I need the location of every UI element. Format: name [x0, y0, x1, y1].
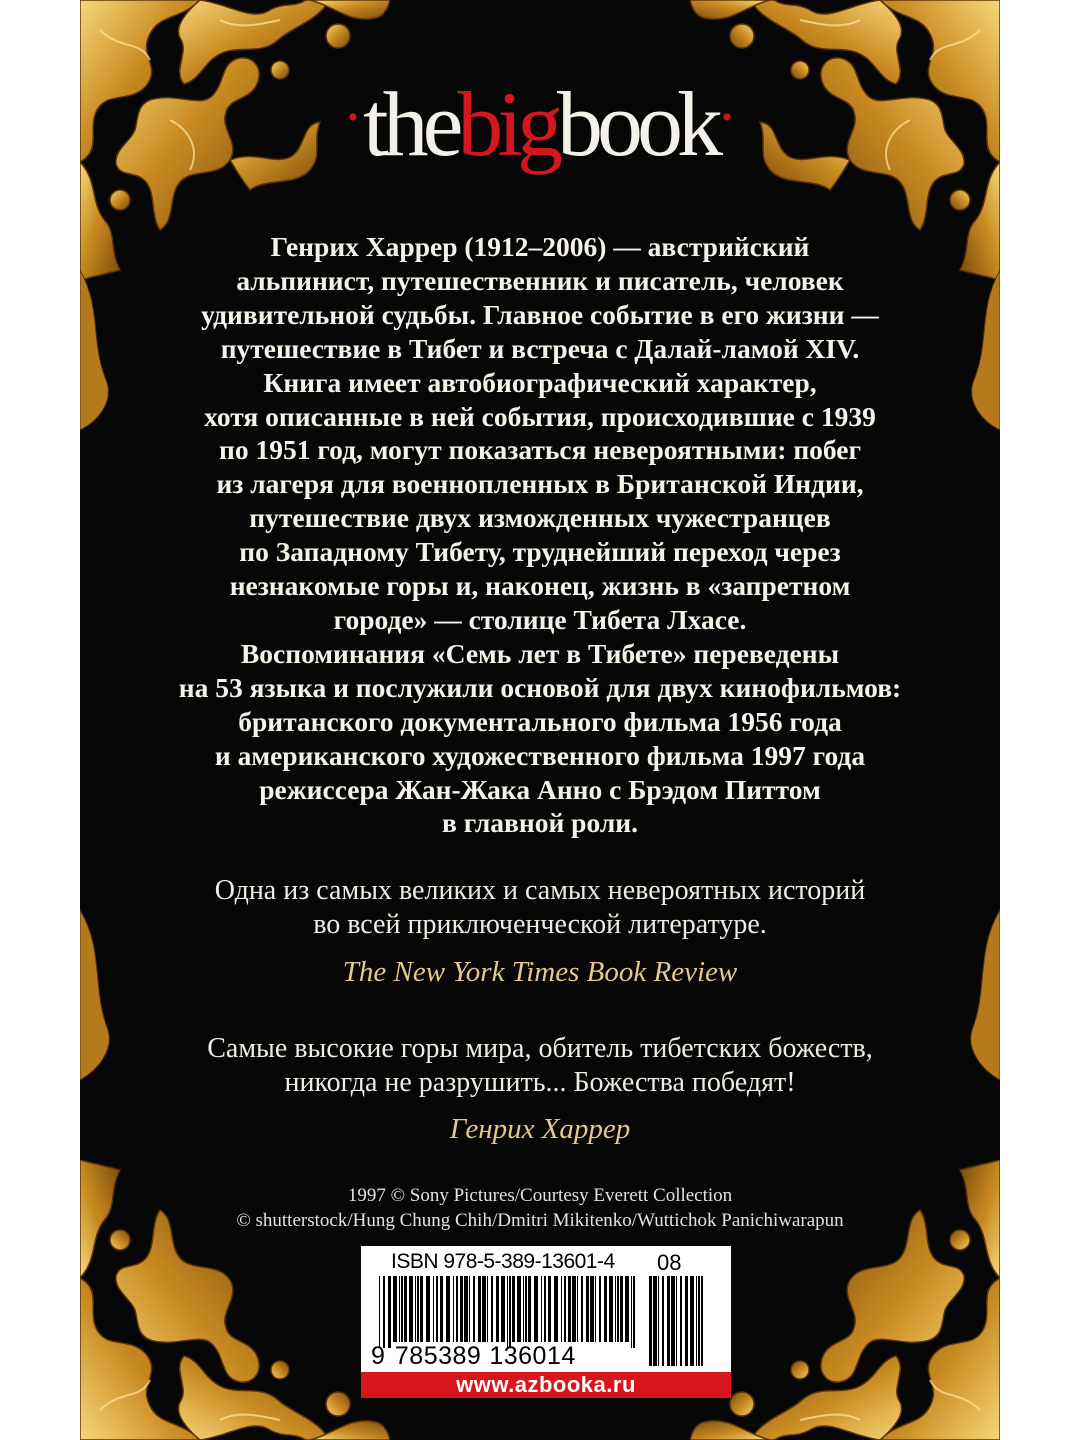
- publisher-url[interactable]: www.azbooka.ru: [361, 1372, 731, 1398]
- barcode-bar: [631, 1276, 632, 1348]
- barcode-bar: [456, 1276, 458, 1342]
- barcode-bar: [633, 1276, 635, 1348]
- description-line: из лагеря для военнопленных в Британской Индии,: [216, 468, 864, 500]
- barcode-bar: [698, 1276, 700, 1366]
- quote-attribution-author: Генрих Харрер: [449, 1113, 631, 1145]
- barcode-bar: [393, 1276, 397, 1342]
- logo-big: big: [457, 73, 557, 175]
- barcode-bar: [696, 1276, 697, 1366]
- barcode-bar: [599, 1276, 601, 1342]
- barcode-bar: [501, 1276, 505, 1342]
- barcode-bar: [586, 1276, 589, 1342]
- ean-group-one: 785389: [394, 1342, 482, 1370]
- barcode-addon-number: 08: [657, 1250, 682, 1275]
- barcode-bar: [453, 1276, 454, 1342]
- isbn-barcode: [361, 1246, 731, 1398]
- barcode-bar: [415, 1276, 416, 1342]
- barcode-bar: [541, 1276, 542, 1342]
- barcode-bar: [528, 1276, 531, 1342]
- ean-first-digit: 9: [371, 1342, 385, 1370]
- barcode-bar: [649, 1276, 652, 1366]
- barcode-bar: [478, 1276, 481, 1342]
- barcode-bar: [469, 1276, 470, 1342]
- barcode-bar: [690, 1276, 694, 1366]
- description-line: в главной роли.: [442, 807, 638, 839]
- book-back-cover: [80, 0, 1000, 1440]
- quote-line: никогда не разрушить... Божества победят!: [284, 1067, 796, 1098]
- description-line: Воспоминания «Семь лет в Тибете» переведены: [240, 637, 840, 669]
- barcode-bar: [473, 1276, 475, 1342]
- description-line: британского документального фильма 1956 года: [238, 705, 842, 737]
- barcode-bar: [507, 1276, 508, 1348]
- quote-line: во всей приключенческой литературе.: [313, 909, 767, 940]
- barcode-bar: [517, 1276, 521, 1342]
- logo-book: book: [556, 73, 717, 175]
- barcode-bar: [379, 1276, 380, 1348]
- barcode-bar: [676, 1276, 677, 1366]
- barcode-bar: [487, 1276, 488, 1342]
- barcode-bar: [496, 1276, 499, 1342]
- barcode-bar: [417, 1276, 419, 1342]
- barcode-bar: [420, 1276, 423, 1342]
- ean-group-two: 136014: [489, 1342, 576, 1370]
- description-line: незнакомые горы и, наконец, жизнь в «запретном: [229, 570, 851, 602]
- barcode-bar: [554, 1276, 558, 1342]
- description-line: по Западному Тибету, труднейший переход через: [239, 536, 841, 568]
- barcode-bar: [446, 1276, 450, 1342]
- description-line: альпинист, путешественник и писатель, человек: [236, 264, 844, 296]
- barcode-bar: [548, 1276, 551, 1342]
- ean-digits: [371, 1342, 576, 1371]
- barcode-bar: [615, 1276, 616, 1342]
- barcode-bars-icon: [379, 1276, 635, 1348]
- barcode-bar: [671, 1276, 675, 1366]
- description-line: Книга имеет автобиографический характер,: [263, 366, 817, 398]
- barcode-bar: [617, 1276, 619, 1342]
- barcode-bar: [383, 1276, 385, 1348]
- barcode-bar: [509, 1276, 511, 1348]
- barcode-bar: [595, 1276, 596, 1342]
- description-line: на 53 языка и послужили основой для двух кинофильмов:: [178, 671, 902, 703]
- barcode-bar: [658, 1276, 659, 1366]
- barcode-bar: [460, 1276, 463, 1342]
- review-quote-nyt: [150, 874, 930, 942]
- barcode-bar: [482, 1276, 486, 1342]
- barcode-bar: [680, 1276, 682, 1366]
- barcode-bar: [440, 1276, 443, 1342]
- description-line: и американского художественного фильма 1997 года: [214, 739, 866, 771]
- description-line: городе» — столице Тибета Лхасе.: [333, 603, 747, 635]
- book-description: [150, 230, 930, 840]
- barcode-bar: [523, 1276, 524, 1342]
- barcode-bar: [590, 1276, 594, 1342]
- barcode-bar: [409, 1276, 413, 1342]
- barcode-bar: [701, 1276, 703, 1366]
- barcode-bar: [620, 1276, 623, 1342]
- barcode-bar: [388, 1276, 391, 1348]
- barcode-bar: [604, 1276, 607, 1342]
- barcode-bar: [491, 1276, 493, 1342]
- barcode-bar: [609, 1276, 613, 1342]
- logo-dot-right: ·: [716, 84, 737, 150]
- barcode-bar: [464, 1276, 468, 1342]
- barcode-bar: [399, 1276, 400, 1342]
- gold-side-vine-right-icon: [960, 270, 1000, 1170]
- logo-the: the: [363, 73, 458, 175]
- gold-side-vine-left-icon: [80, 270, 120, 1170]
- barcode-bar: [525, 1276, 527, 1342]
- credit-line: © shutterstock/Hung Chung Chih/Dmitri Mikitenko/Wuttichok Panichiwarapun: [236, 1210, 844, 1231]
- barcode-bar: [564, 1276, 566, 1342]
- barcode-bar: [667, 1276, 670, 1366]
- barcode-bar: [436, 1276, 438, 1342]
- quote-attribution-nyt: The New York Times Book Review: [342, 956, 738, 988]
- barcode-bar: [426, 1276, 430, 1342]
- isbn-label: ISBN 978-5-389-13601-4: [391, 1250, 615, 1273]
- photo-credits: [150, 1183, 930, 1233]
- barcode-bar: [625, 1276, 629, 1342]
- barcode-bar: [534, 1276, 538, 1342]
- description-line: режиссера Жан-Жака Анно с Брэдом Питтом: [259, 773, 821, 805]
- barcode-bar: [404, 1276, 407, 1342]
- barcode-bar: [512, 1276, 515, 1342]
- credit-line: 1997 © Sony Pictures/Courtesy Everett Collection: [347, 1185, 733, 1206]
- barcode-bar: [544, 1276, 546, 1342]
- barcode-bar: [653, 1276, 657, 1366]
- barcode-bar: [662, 1276, 664, 1366]
- description-line: путешествие двух изможденных чужестранцев: [249, 502, 831, 534]
- description-line: удивительной судьбы. Главное событие в его жизни —: [201, 298, 879, 330]
- barcode-bar: [581, 1276, 583, 1342]
- barcode-bar: [685, 1276, 688, 1366]
- barcode-bar: [561, 1276, 562, 1342]
- description-line: по 1951 год, могут показаться невероятными: побег: [219, 434, 861, 466]
- barcode-bar: [401, 1276, 403, 1342]
- thebigbook-logo: [80, 73, 1000, 175]
- barcode-addon-bars-icon: [649, 1276, 703, 1372]
- barcode-bar: [577, 1276, 578, 1342]
- barcode-bar: [568, 1276, 571, 1342]
- quote-line: Одна из самых великих и самых невероятных историй: [214, 875, 866, 906]
- description-line: Генрих Харрер (1912–2006) — австрийский: [270, 231, 810, 262]
- logo-dot-left: ·: [343, 84, 364, 150]
- author-quote: [150, 1032, 930, 1100]
- description-line: хотя описанные в ней события, происходившие с 1939: [204, 400, 876, 432]
- description-line: путешествие в Тибет и встреча с Далай-ламой XIV.: [220, 332, 860, 364]
- quote-line: Самые высокие горы мира, обитель тибетских божеств,: [207, 1033, 873, 1064]
- barcode-bar: [433, 1276, 434, 1342]
- barcode-bar: [572, 1276, 576, 1342]
